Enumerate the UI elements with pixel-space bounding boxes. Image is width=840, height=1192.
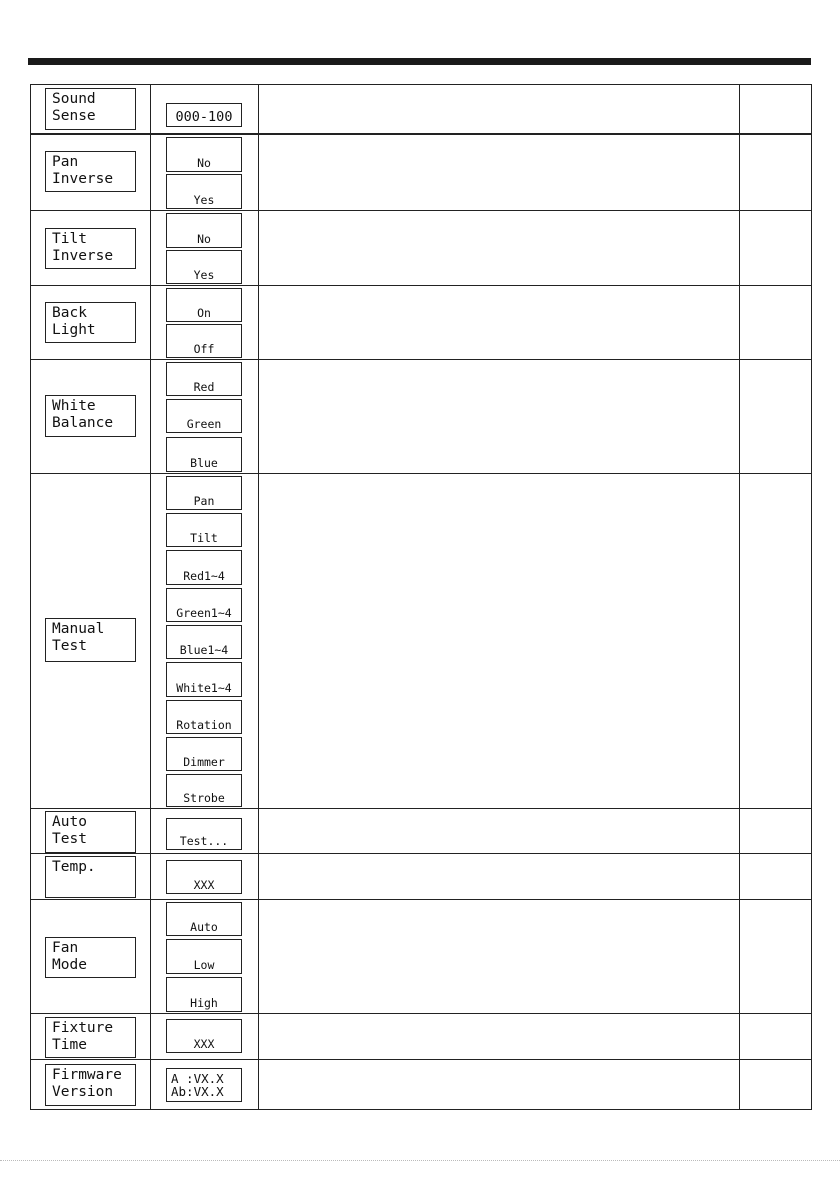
menu-label: Fixture Time bbox=[45, 1017, 136, 1058]
table-row bbox=[31, 135, 811, 211]
option-value: 000-100 bbox=[166, 103, 242, 127]
menu-label: Pan Inverse bbox=[45, 151, 136, 192]
option-value: High bbox=[166, 977, 242, 1012]
table-row bbox=[31, 900, 811, 1014]
table-row bbox=[31, 85, 811, 135]
option-value: XXX bbox=[166, 1019, 242, 1053]
menu-label: Back Light bbox=[45, 302, 136, 343]
table-row bbox=[31, 854, 811, 900]
option-value: Tilt bbox=[166, 513, 242, 547]
menu-label: Auto Test bbox=[45, 811, 136, 853]
menu-label: Firmware Version bbox=[45, 1064, 136, 1106]
option-value: Off bbox=[166, 324, 242, 358]
menu-label: Temp. bbox=[45, 856, 136, 898]
option-value: White1~4 bbox=[166, 662, 242, 697]
option-value: Red1~4 bbox=[166, 550, 242, 585]
option-value: Auto bbox=[166, 902, 242, 936]
table-row bbox=[31, 211, 811, 286]
option-value: XXX bbox=[166, 860, 242, 894]
option-value: Yes bbox=[166, 174, 242, 209]
table-row bbox=[31, 360, 811, 474]
table-row bbox=[31, 809, 811, 854]
option-value: Low bbox=[166, 939, 242, 974]
option-value: Test... bbox=[166, 818, 242, 850]
option-value: Dimmer bbox=[166, 737, 242, 771]
option-value: Yes bbox=[166, 250, 242, 284]
table-row bbox=[31, 286, 811, 360]
option-value: No bbox=[166, 137, 242, 172]
menu-table bbox=[30, 84, 812, 1110]
option-value: Rotation bbox=[166, 700, 242, 734]
header-rule bbox=[28, 58, 811, 65]
table-row bbox=[31, 1060, 811, 1110]
option-value: Blue bbox=[166, 437, 242, 472]
option-value: On bbox=[166, 288, 242, 322]
firmware-version-value: A :VX.X Ab:VX.X bbox=[166, 1068, 242, 1102]
option-value: No bbox=[166, 213, 242, 248]
option-value: Pan bbox=[166, 476, 242, 510]
option-value: Green bbox=[166, 399, 242, 433]
menu-label: Manual Test bbox=[45, 618, 136, 662]
option-value: Blue1~4 bbox=[166, 625, 242, 659]
table-row bbox=[31, 1014, 811, 1060]
table-row bbox=[31, 474, 811, 809]
menu-label: Sound Sense bbox=[45, 88, 136, 130]
menu-label: White Balance bbox=[45, 395, 136, 437]
option-value: Red bbox=[166, 362, 242, 396]
page-bottom-divider bbox=[0, 1160, 840, 1161]
menu-label: Tilt Inverse bbox=[45, 228, 136, 269]
option-value: Strobe bbox=[166, 774, 242, 807]
menu-label: Fan Mode bbox=[45, 937, 136, 978]
option-value: Green1~4 bbox=[166, 588, 242, 622]
